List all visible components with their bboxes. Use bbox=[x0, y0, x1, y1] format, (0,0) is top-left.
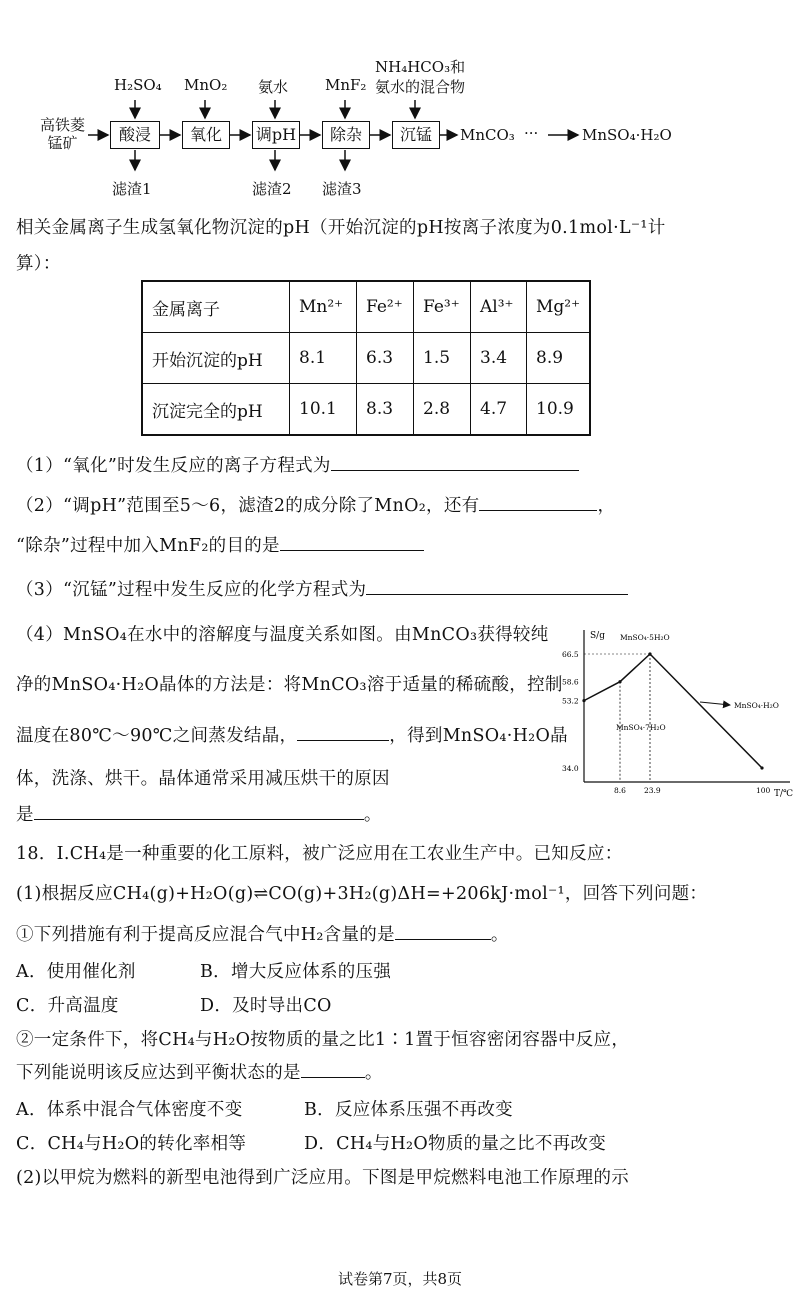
table-header-label: 金属离子 bbox=[142, 281, 290, 333]
table-cell: 4.7 bbox=[471, 384, 527, 436]
option-2d[interactable]: D．CH₄与H₂O物质的量之比不再改变 bbox=[304, 1134, 607, 1154]
option-2c[interactable]: C．CH₄与H₂O的转化率相等 bbox=[16, 1134, 247, 1154]
answer-blank-2b[interactable] bbox=[280, 534, 424, 551]
data-points bbox=[582, 652, 763, 769]
q18-sub-2b bbox=[16, 1059, 383, 1084]
reagent-ammonia: 氨水 bbox=[258, 78, 289, 96]
answer-blank-18-2[interactable] bbox=[301, 1061, 365, 1078]
table-cell: 3.4 bbox=[471, 333, 527, 384]
option-2a[interactable]: A．体系中混合气体密度不变 bbox=[16, 1100, 243, 1120]
answer-blank-4b[interactable] bbox=[34, 803, 364, 820]
question-4-line-3 bbox=[16, 722, 568, 747]
q18-sub-1-text: ①下列措施有利于提高反应混合气中H₂含量的是 bbox=[16, 925, 395, 945]
question-4-line-3a: 温度在80℃～90℃之间蒸发结晶， bbox=[16, 726, 298, 746]
question-2a-end: ， bbox=[597, 496, 616, 516]
question-3 bbox=[16, 576, 628, 601]
page-footer: 试卷第7页，共8页 bbox=[337, 1270, 463, 1288]
residue-1: 滤渣1 bbox=[112, 180, 152, 198]
answer-blank-4a[interactable] bbox=[297, 724, 389, 741]
option-d[interactable]: D．及时导出CO bbox=[200, 996, 332, 1016]
y-tick-label: 34.0 bbox=[562, 763, 579, 773]
table-cell: 6.3 bbox=[357, 333, 414, 384]
question-2b-text: “除杂”过程中加入MnF₂的目的是 bbox=[16, 536, 280, 556]
data-point bbox=[760, 766, 763, 769]
label-mnso4-7h2o: MnSO₄·7H₂O bbox=[616, 723, 666, 732]
table-row bbox=[142, 384, 590, 436]
reagent-ammonia-mix: 氨水的混合物 bbox=[375, 78, 466, 96]
q18-sub-1-end: 。 bbox=[490, 925, 509, 945]
step-impurity-removal: 除杂 bbox=[322, 121, 370, 149]
table-cell: 10.9 bbox=[527, 384, 591, 436]
question-4-line-2: 净的MnSO₄·H₂O晶体的方法是：将MnCO₃溶于适量的稀硫酸，控制 bbox=[16, 675, 563, 695]
question-1 bbox=[16, 452, 579, 477]
row-label: 开始沉淀的pH bbox=[142, 333, 290, 384]
x-ticks bbox=[614, 786, 771, 795]
q18-sub-2a: ②一定条件下，将CH₄与H₂O按物质的量之比1∶1置于恒容密闭容器中反应， bbox=[16, 1030, 630, 1050]
data-point bbox=[648, 652, 651, 655]
option-b[interactable]: B．增大反应体系的压强 bbox=[200, 962, 392, 982]
question-4-line-4: 体，洗涤、烘干。晶体通常采用减压烘干的原因 bbox=[16, 769, 390, 789]
q18-sub-1 bbox=[16, 921, 509, 946]
source-label-2: 锰矿 bbox=[47, 134, 78, 152]
table-cell: 2.8 bbox=[414, 384, 471, 436]
y-tick-label: 66.5 bbox=[562, 650, 579, 659]
solubility-curve bbox=[584, 654, 762, 768]
residue-3: 滤渣3 bbox=[322, 180, 362, 198]
q18-part-2: (2)以甲烷为燃料的新型电池得到广泛应用。下图是甲烷燃料电池工作原理的示 bbox=[16, 1168, 630, 1188]
ion-header: Fe³⁺ bbox=[414, 281, 471, 333]
step-oxidation: 氧化 bbox=[182, 121, 230, 149]
q18-sub-2b-end: 。 bbox=[364, 1063, 383, 1083]
question-2a-text: （2）“调pH”范围至5～6，滤渣2的成分除了MnO₂，还有 bbox=[16, 496, 480, 516]
question-2a bbox=[16, 492, 615, 517]
ion-header: Fe²⁺ bbox=[357, 281, 414, 333]
question-2b bbox=[16, 532, 424, 557]
reagent-h2so4: H₂SO₄ bbox=[114, 76, 162, 94]
x-axis-label: T/℃ bbox=[774, 789, 794, 798]
q18-part-1: (1)根据反应CH₄(g)+H₂O(g)⇌CO(g)+3H₂(g)ΔH=+206kJ·mol⁻¹，回答下列问题： bbox=[16, 884, 708, 904]
answer-blank-3[interactable] bbox=[366, 578, 628, 595]
table-cell: 8.9 bbox=[527, 333, 591, 384]
step-adjust-ph: 调pH bbox=[252, 121, 300, 149]
q18-intro: 18．Ⅰ.CH₄是一种重要的化工原料，被广泛应用在工农业生产中。已知反应： bbox=[16, 844, 623, 864]
answer-blank-1[interactable] bbox=[331, 454, 579, 471]
question-4-line-1: （4）MnSO₄在水中的溶解度与温度关系如图。由MnCO₃获得较纯 bbox=[16, 625, 549, 645]
intro-line-1: 相关金属离子生成氢氧化物沉淀的pH（开始沉淀的pH按离子浓度为0.1mol·L⁻¹计 bbox=[16, 218, 666, 238]
ion-header: Al³⁺ bbox=[471, 281, 527, 333]
label-mnso4-5h2o: MnSO₄·5H₂O bbox=[620, 633, 670, 642]
y-tick-label: 58.6 bbox=[562, 677, 579, 687]
question-4-line-5b: 。 bbox=[363, 805, 382, 825]
question-4-line-5 bbox=[16, 801, 382, 826]
step-mn-precipitation: 沉锰 bbox=[392, 121, 440, 149]
option-c[interactable]: C．升高温度 bbox=[16, 996, 119, 1016]
row-label: 沉淀完全的pH bbox=[142, 384, 290, 436]
question-4-line-5a: 是 bbox=[16, 805, 34, 825]
product-mnco3: MnCO₃ bbox=[460, 126, 515, 144]
step-acid-leach: 酸浸 bbox=[110, 121, 160, 149]
y-ticks bbox=[562, 650, 579, 773]
x-tick-label: 8.6 bbox=[614, 786, 626, 795]
question-1-text: （1）“氧化”时发生反应的离子方程式为 bbox=[16, 456, 331, 476]
intro-line-2: 算）： bbox=[16, 254, 61, 274]
table-cell: 8.1 bbox=[290, 333, 357, 384]
y-axis-label: S/g bbox=[590, 631, 605, 641]
answer-blank-2a[interactable] bbox=[479, 494, 597, 511]
guide-lines bbox=[584, 654, 650, 782]
product-mnso4-h2o: MnSO₄·H₂O bbox=[582, 126, 672, 144]
option-a[interactable]: A．使用催化剂 bbox=[16, 962, 136, 982]
residue-2: 滤渣2 bbox=[252, 180, 292, 198]
table-cell: 10.1 bbox=[290, 384, 357, 436]
ion-header: Mg²⁺ bbox=[527, 281, 591, 333]
y-tick-label: 53.2 bbox=[562, 696, 579, 706]
q18-sub-2b-text: 下列能说明该反应达到平衡状态的是 bbox=[16, 1063, 301, 1083]
ion-header: Mn²⁺ bbox=[290, 281, 357, 333]
x-tick-label: 100 bbox=[756, 786, 771, 795]
label-arrow bbox=[700, 702, 730, 705]
table-cell: 1.5 bbox=[414, 333, 471, 384]
reagent-nh4hco3: NH₄HCO₃和 bbox=[375, 58, 466, 76]
source-label-1: 高铁菱 bbox=[40, 116, 86, 134]
data-point bbox=[582, 699, 585, 702]
question-3-text: （3）“沉锰”过程中发生反应的化学方程式为 bbox=[16, 580, 367, 600]
data-point bbox=[618, 680, 621, 683]
flow-ellipsis: ··· bbox=[524, 124, 539, 142]
reagent-mnf2: MnF₂ bbox=[325, 76, 367, 94]
solubility-graph bbox=[560, 622, 796, 798]
reagent-mno2: MnO₂ bbox=[184, 76, 228, 94]
table-cell: 8.3 bbox=[357, 384, 414, 436]
answer-blank-18-1[interactable] bbox=[395, 923, 491, 940]
precipitation-ph-table bbox=[141, 280, 591, 436]
question-4-line-3b: ，得到MnSO₄·H₂O晶 bbox=[389, 726, 568, 746]
label-mnso4-h2o: MnSO₄·H₂O bbox=[734, 701, 779, 710]
table-row bbox=[142, 333, 590, 384]
option-2b[interactable]: B．反应体系压强不再改变 bbox=[304, 1100, 513, 1120]
table-header-row bbox=[142, 281, 590, 333]
x-tick-label: 23.9 bbox=[644, 786, 661, 795]
